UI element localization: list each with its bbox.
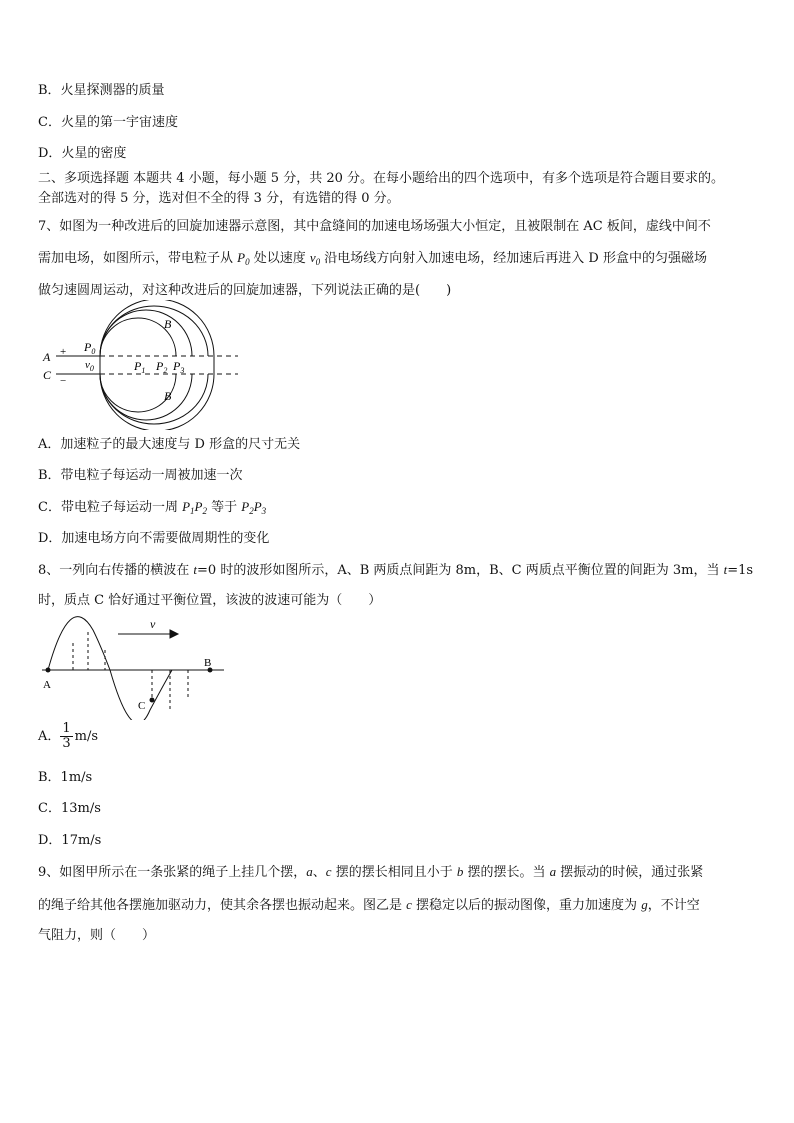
q7-option-a: A．加速粒子的最大速度与 D 形盒的尺寸无关 (38, 437, 301, 452)
d-box-arc-2 (100, 310, 192, 356)
velocity-arrow-head (170, 630, 178, 638)
q6-option-b: B．火星探测器的质量 (38, 83, 165, 98)
section2-heading: 二、多项选择题 本题共 4 小题，每小题 5 分，共 20 分。在每小题给出的四个选项中，有多个选项是符合题目要求的。 (38, 171, 725, 186)
label-p0: $P_0$ (84, 340, 96, 356)
point-c-dot (150, 698, 155, 703)
label-b: B (204, 657, 212, 669)
label-a: A (43, 679, 51, 691)
label-p2: $P_2$ (156, 359, 168, 375)
q7-stem-line3: 做匀速圆周运动，对这种改进后的回旋加速器，下列说法正确的是( ) (38, 283, 452, 298)
q7-option-b: B．带电粒子每运动一周被加速一次 (38, 468, 243, 483)
wave-tail (172, 670, 210, 692)
wave-curve (48, 617, 210, 720)
label-minus: − (60, 375, 67, 387)
label-a: A (43, 350, 51, 364)
label-v0: $v_0$ (85, 359, 94, 373)
wave-figure (38, 614, 228, 720)
q7-stem-line1: 7、如图为一种改进后的回旋加速器示意图，其中盒缝间的加速电场场强大小恒定，且被限制在 AC 板间，虚线中间不 (38, 219, 711, 234)
cyclotron-figure (38, 300, 248, 430)
q8-option-a: A． $\frac{1}{3}$ m/s (38, 721, 99, 751)
q8-option-b: B．1m/s (38, 770, 93, 785)
q9-stem-line1: 9、如图甲所示在一条张紧的绳子上挂几个摆，a、c 摆的摆长相同且小于 b 摆的摆长。当 a 摆振动的时候，通过张紧 (38, 864, 704, 880)
label-p1: $P_1$ (134, 359, 146, 375)
label-b-bottom: B (164, 389, 172, 403)
label-plus: + (60, 346, 67, 358)
label-c: C (138, 700, 146, 712)
q8-option-c: C．13m/s (38, 801, 101, 816)
label-p3: $P_3$ (173, 359, 185, 375)
label-v: v (150, 617, 156, 631)
label-b-top: B (164, 317, 172, 331)
q6-option-d: D．火星的密度 (38, 146, 127, 161)
q7-option-d: D．加速电场方向不需要做周期性的变化 (38, 531, 270, 546)
wave-right-rise (172, 670, 210, 687)
q9-stem-line3: 气阻力，则（ ） (38, 928, 156, 943)
q8-stem-line2: 时，质点 C 恰好通过平衡位置，该波的波速可能为（ ） (38, 593, 382, 608)
q9-stem-line2: 的绳子给其他各摆施加驱动力，使其余各摆也振动起来。图乙是 c 摆稳定以后的振动图像，重力加速度为 g，不计空 (38, 897, 700, 913)
point-a-dot (46, 668, 51, 673)
label-c: C (43, 368, 52, 382)
section2-instructions: 全部选对的得 5 分，选对但不全的得 3 分，有选错的得 0 分。 (38, 191, 400, 206)
d-box-arc-2-bottom (100, 374, 192, 420)
q8-option-d: D．17m/s (38, 833, 102, 848)
q7-option-c: C．带电粒子每运动一周 $P_1P_2$ 等于 $P_2P_3$ (38, 499, 267, 516)
q8-stem-line1: 8、一列向右传播的横波在 t=0 时的波形如图所示，A、B 两质点间距为 8m，B、C 两质点平衡位置的间距为 3m，当 t=1s (38, 562, 754, 578)
q7-stem-line2: 需加电场，如图所示，带电粒子从 $P_0$ 处以速度 $v_0$ 沿电场线方向射入加速电场，经加速后再进入 D 形盒中的匀强磁场 (38, 250, 707, 267)
q6-option-c: C．火星的第一宇宙速度 (38, 115, 178, 130)
fraction-one-third: $\frac{1}{3}$ (62, 721, 71, 751)
